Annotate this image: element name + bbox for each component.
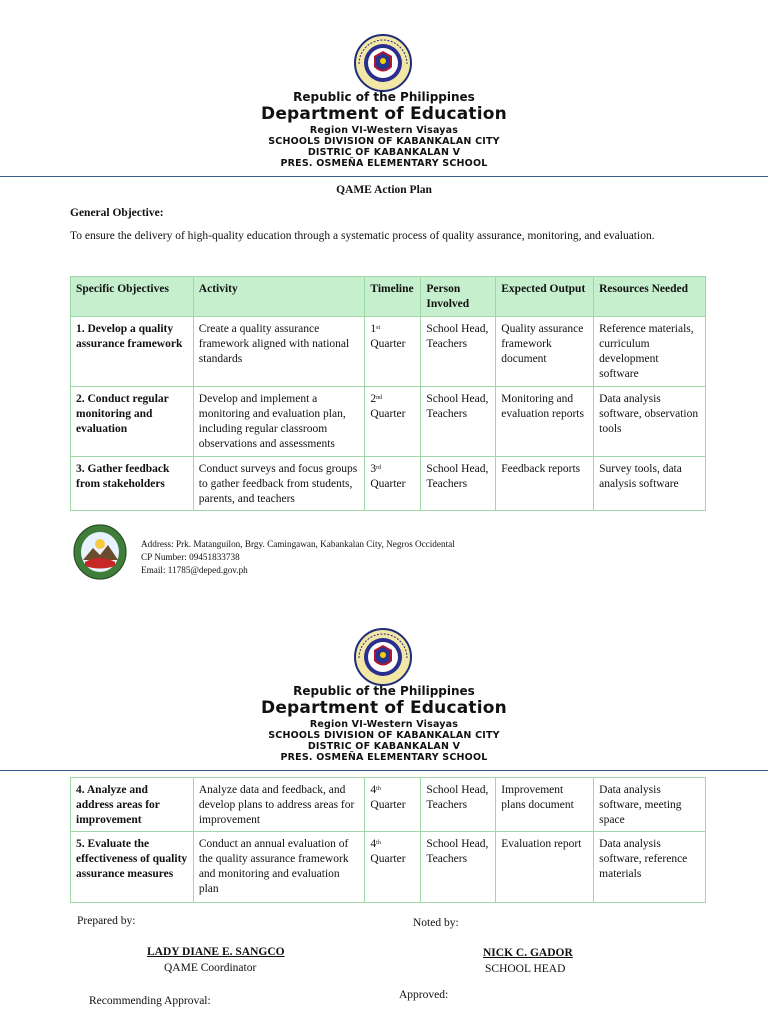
department-title: Department of Education [261,104,507,124]
timeline-number: 3 [370,463,377,475]
resources-cell: Data analysis software, observation tools [594,387,706,457]
timeline-ordinal: rd [376,465,382,471]
timeline-cell [365,832,421,903]
timeline-cell [365,387,421,457]
header-cell: Activity [193,277,365,317]
timeline-ordinal: th [376,840,381,846]
resources-cell: Data analysis software, reference materials [594,832,706,903]
timeline-cell [365,317,421,387]
prepared-by-name: LADY DIANE E. SANGCO [147,946,285,958]
division-line: SCHOOLS DIVISION OF KABANKALAN CITY [268,136,500,147]
activity-cell: Conduct an annual evaluation of the quality assurance framework and monitoring and evaluation plan [193,832,365,903]
timeline-word: Quarter [370,408,406,420]
republic-line: Republic of the Philippines [293,90,475,104]
activity-cell: Conduct surveys and focus groups to gather feedback from students, parents, and teachers [193,457,365,511]
region-line: Region VI-Western Visayas [309,125,459,136]
timeline-cell [365,778,421,832]
header-cell: Specific Objectives [71,277,194,317]
resources-cell: Reference materials, curriculum development software [594,317,706,387]
objective-label: General Objective: [70,207,164,219]
output-cell: Monitoring and evaluation reports [496,387,594,457]
objective-text: To ensure the delivery of high-quality education through a systematic process of quality assurance, monitoring, and evaluation. [70,230,655,242]
timeline-word: Quarter [370,853,406,865]
table-row [71,457,706,511]
footer-address: Address: Prk. Matanguilon, Brgy. Camingawan, Kabankalan City, Negros Occidental [141,539,455,549]
table-row [71,387,706,457]
resources-cell: Survey tools, data analysis software [594,457,706,511]
timeline-word: Quarter [370,478,406,490]
noted-by-label: Noted by: [413,917,459,929]
objective-cell: 4. Analyze and address areas for improvement [71,778,194,832]
school-logo [73,524,127,580]
objective-cell: 3. Gather feedback from stakeholders [71,457,194,511]
header-cell: Person Involved [421,277,496,317]
header-cell: Resources Needed [594,277,706,317]
header-divider [0,176,768,177]
noted-by-title: SCHOOL HEAD [485,963,566,975]
activity-cell: Create a quality assurance framework aligned with national standards [193,317,365,387]
table-header-row [71,277,706,317]
person-cell: School Head, Teachers [421,317,496,387]
table-row [71,778,706,832]
objective-cell: 1. Develop a quality assurance framework [71,317,194,387]
deped-seal-bottom [354,628,412,686]
noted-by-name: NICK C. GADOR [483,947,573,959]
timeline-cell [365,457,421,511]
header-divider [0,770,768,771]
objective-cell: 2. Conduct regular monitoring and evaluation [71,387,194,457]
output-cell: Feedback reports [496,457,594,511]
activity-cell: Analyze data and feedback, and develop plans to address areas for improvement [193,778,365,832]
timeline-word: Quarter [370,338,406,350]
activity-cell: Develop and implement a monitoring and evaluation plan, including regular classroom observations and assessments [193,387,365,457]
department-title: Department of Education [261,698,507,718]
doc-title: QAME Action Plan [336,184,432,196]
person-cell: School Head, Teachers [421,778,496,832]
header-cell: Timeline [365,277,421,317]
table-row [71,832,706,903]
person-cell: School Head, Teachers [421,387,496,457]
timeline-ordinal: nd [376,395,383,401]
header-cell: Expected Output [496,277,594,317]
footer-cp-number: CP Number: 09451833738 [141,552,240,562]
timeline-number: 4 [370,784,377,796]
timeline-number: 1 [370,323,377,335]
district-line: DISTRIC OF KABANKALAN V [307,741,461,752]
division-line: SCHOOLS DIVISION OF KABANKALAN CITY [268,730,500,741]
republic-line: Republic of the Philippines [293,684,475,698]
action-plan-table-continued [70,777,706,903]
output-cell: Improvement plans document [496,778,594,832]
output-cell: Quality assurance framework document [496,317,594,387]
prepared-by-title: QAME Coordinator [164,962,257,974]
footer-email: Email: 11785@deped.gov.ph [141,565,248,575]
approved-label: Approved: [399,989,449,1001]
recommending-approval-label: Recommending Approval: [89,995,211,1007]
output-cell: Evaluation report [496,832,594,903]
timeline-number: 4 [370,838,377,850]
deped-seal-top [354,34,412,92]
prepared-by-label: Prepared by: [77,915,136,927]
timeline-ordinal: st [376,325,381,331]
timeline-word: Quarter [370,799,406,811]
person-cell: School Head, Teachers [421,457,496,511]
person-cell: School Head, Teachers [421,832,496,903]
objective-cell: 5. Evaluate the effectiveness of quality assurance measures [71,832,194,903]
school-line: PRES. OSMEÑA ELEMENTARY SCHOOL [280,752,488,763]
timeline-ordinal: th [376,786,381,792]
school-line: PRES. OSMEÑA ELEMENTARY SCHOOL [280,158,488,169]
resources-cell: Data analysis software, meeting space [594,778,706,832]
action-plan-table [70,276,706,511]
table-row [71,317,706,387]
timeline-number: 2 [370,393,377,405]
district-line: DISTRIC OF KABANKALAN V [307,147,461,158]
region-line: Region VI-Western Visayas [309,719,459,730]
